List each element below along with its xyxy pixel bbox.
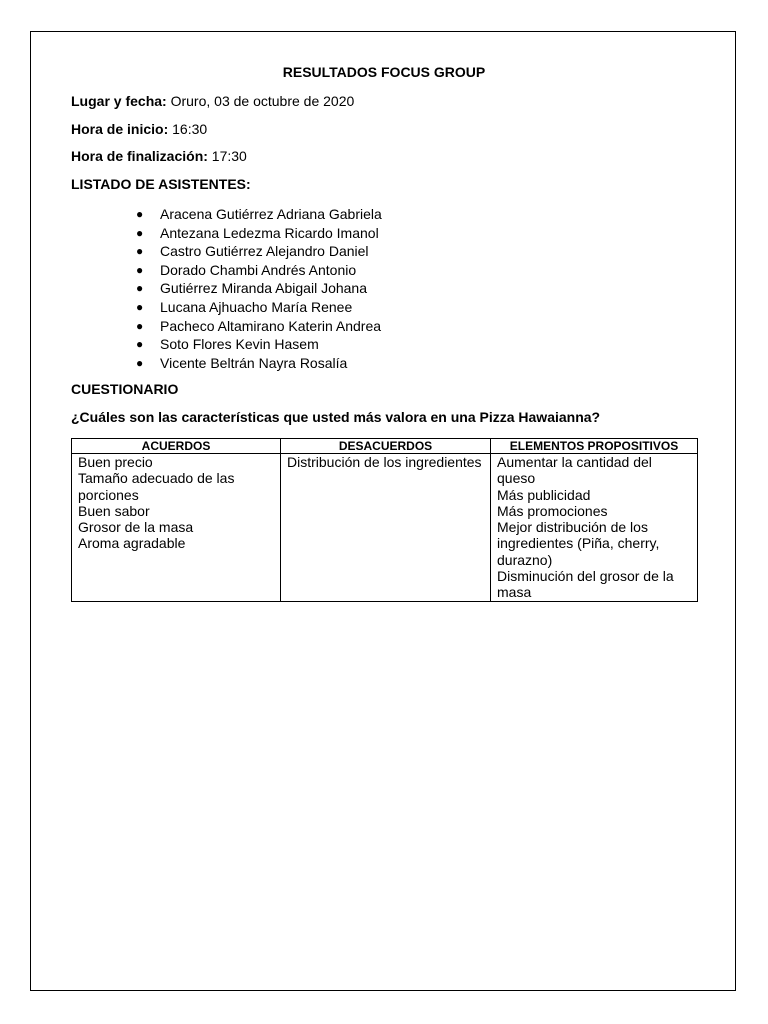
attendees-list (136, 205, 382, 372)
place-date-label: Lugar y fecha: (71, 93, 167, 109)
list-item: ingredientes (Piña, cherry, (497, 535, 660, 552)
header-desacuerdos: DESACUERDOS (281, 439, 491, 454)
list-item: Grosor de la masa (78, 519, 194, 536)
results-table (71, 438, 698, 602)
list-item: masa (497, 584, 532, 601)
list-item: Tamaño adecuado de las (78, 470, 235, 487)
start-time-line (71, 121, 207, 137)
end-time-value: 17:30 (207, 148, 247, 164)
questionnaire-heading: CUESTIONARIO (71, 381, 179, 397)
bullet-icon: ● (136, 318, 144, 333)
attendee-name: Pacheco Altamirano Katerin Andrea (160, 317, 382, 334)
attendee-name: Lucana Ajhuacho María Renee (160, 298, 353, 315)
attendee-item (136, 261, 382, 280)
cell-acuerdos (72, 454, 281, 602)
attendee-name: Vicente Beltrán Nayra Rosalía (160, 354, 348, 371)
attendee-name: Antezana Ledezma Ricardo Imanol (160, 224, 379, 241)
list-item: porciones (78, 486, 139, 503)
attendee-name: Castro Gutiérrez Alejandro Daniel (160, 243, 369, 260)
document-title: RESULTADOS FOCUS GROUP (282, 64, 486, 80)
list-item: durazno) (497, 551, 553, 568)
table-header-row (72, 439, 698, 454)
bullet-icon: ● (136, 337, 144, 352)
attendee-item (136, 224, 382, 243)
cell-desacuerdos (281, 454, 491, 602)
start-time-value: 16:30 (168, 121, 208, 137)
bullet-icon: ● (136, 262, 144, 277)
attendee-item (136, 335, 382, 354)
list-item: Buen sabor (78, 502, 150, 519)
attendee-item (136, 354, 382, 373)
attendees-heading: LISTADO DE ASISTENTES: (71, 176, 251, 192)
bullet-icon: ● (136, 299, 144, 314)
attendee-name: Gutiérrez Miranda Abigail Johana (160, 280, 368, 297)
bullet-icon: ● (136, 225, 144, 240)
place-date-value: Oruro, 03 de octubre de 2020 (166, 93, 355, 109)
header-acuerdos: ACUERDOS (72, 439, 281, 454)
attendee-item (136, 205, 382, 224)
list-item: Aroma agradable (78, 535, 186, 552)
list-item: Más promociones (497, 502, 608, 519)
attendee-name: Soto Flores Kevin Hasem (160, 336, 319, 353)
header-propositivos: ELEMENTOS PROPOSITIVOS (491, 439, 698, 454)
list-item: Disminución del grosor de la (497, 568, 674, 585)
bullet-icon: ● (136, 207, 144, 221)
end-time-line (71, 148, 247, 164)
bullet-icon: ● (136, 244, 144, 259)
end-time-label: Hora de finalización: (71, 148, 208, 164)
start-time-label: Hora de inicio: (71, 121, 169, 137)
bullet-icon: ● (136, 355, 144, 370)
place-date-line (71, 93, 354, 109)
attendee-name: Aracena Gutiérrez Adriana Gabriela (160, 206, 382, 222)
list-item: Distribución de los ingredientes (287, 454, 482, 470)
list-item: Aumentar la cantidad del queso (497, 454, 652, 487)
attendee-item (136, 317, 382, 336)
list-item: Mejor distribución de los (497, 519, 648, 536)
attendee-item (136, 242, 382, 261)
bullet-icon: ● (136, 281, 144, 296)
question-text: ¿Cuáles son las características que usted más valora en una Pizza Hawaianna? (71, 409, 601, 425)
table-row (72, 454, 698, 602)
attendee-item (136, 298, 382, 317)
attendee-item (136, 279, 382, 298)
cell-propositivos (491, 454, 698, 602)
attendee-name: Dorado Chambi Andrés Antonio (160, 261, 357, 278)
list-item: Buen precio (78, 454, 153, 470)
list-item: Más publicidad (497, 486, 591, 503)
